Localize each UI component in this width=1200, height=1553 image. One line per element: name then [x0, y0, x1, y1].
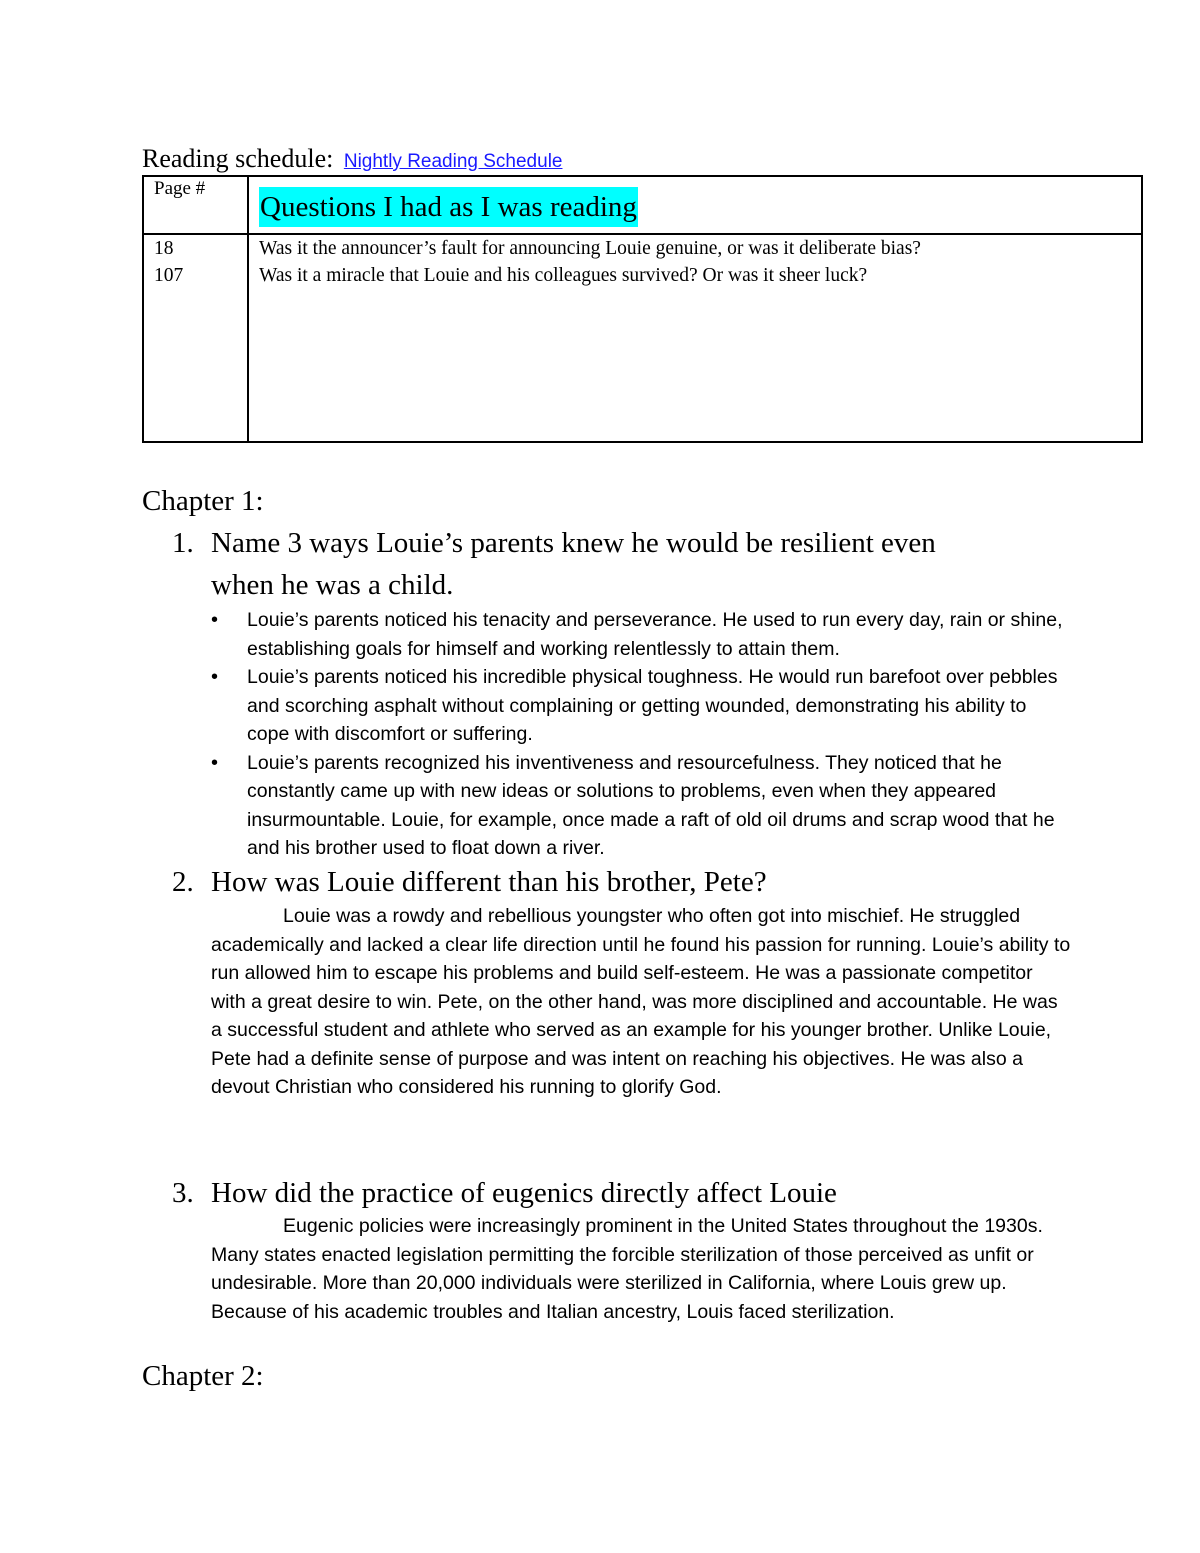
- reading-schedule-line: [142, 142, 562, 179]
- question-3-number: 3.: [172, 1177, 194, 1209]
- table-row: [143, 234, 1142, 442]
- question-1-line-2: when he was a child.: [211, 569, 454, 601]
- question-1-line-1: Name 3 ways Louie’s parents knew he would be resilient even: [211, 527, 936, 559]
- table-header-row: [143, 176, 1142, 234]
- list-item: [211, 749, 1071, 863]
- bullet-icon: •: [211, 609, 219, 631]
- chapter-1-heading: Chapter 1:: [142, 485, 264, 517]
- question-1-bullets: [211, 606, 1071, 863]
- reading-question: Was it the announcer’s fault for announcing Louie genuine, or was it deliberate bias?: [259, 238, 921, 259]
- questions-table: [142, 175, 1143, 443]
- reading-question: Was it a miracle that Louie and his colleagues survived? Or was it sheer luck?: [259, 265, 868, 286]
- questions-header-cell: [248, 176, 1142, 234]
- reading-schedule-label: Reading schedule:: [142, 144, 334, 173]
- questions-cell: [248, 234, 1142, 442]
- nightly-reading-schedule-link[interactable]: Nightly Reading Schedule: [343, 151, 563, 172]
- bullet-icon: •: [211, 751, 219, 774]
- question-1-text: [211, 522, 1111, 606]
- bullet-text: Louie’s parents recognized his inventiveness and resourcefulness. They noticed that he constantly came up with new ideas or solutions to problems, even when they appeared insurmountable. Louie, for example, once made a raft of old oil drums and scrap wood that he and his brother used to float down a river.: [247, 751, 1055, 859]
- question-3-text: How did the practice of eugenics directly affect Louie: [211, 1177, 837, 1209]
- page-number-header: Page #: [143, 176, 248, 234]
- chapter-2-heading: Chapter 2:: [142, 1360, 264, 1392]
- question-2-text: How was Louie different than his brother, Pete?: [211, 866, 767, 898]
- bullet-icon: •: [211, 666, 219, 688]
- page-numbers-cell: [143, 234, 248, 442]
- page-number: 18: [154, 238, 174, 259]
- list-item: [211, 606, 1071, 663]
- bullet-text: Louie’s parents noticed his incredible physical toughness. He would run barefoot over pebbles and scorching asphalt without complaining or getting wounded, demonstrating his ability to cope with discomfort or suffering.: [247, 666, 1058, 745]
- bullet-text: Louie’s parents noticed his tenacity and perseverance. He used to run every day, rain or shine, establishing goals for himself and working relentlessly to attain them.: [247, 609, 1063, 660]
- list-item: [211, 663, 1071, 749]
- page-number: 107: [154, 265, 184, 286]
- questions-header: Questions I had as I was reading: [259, 187, 638, 227]
- question-2-answer: Louie was a rowdy and rebellious youngster who often got into mischief. He struggled academically and lacked a clear life direction until he found his passion for running. Louie’s ability to run allowed him to escape his problems and build self-esteem. He was a passionate competitor with a great desire to win. Pete, on the other hand, was more disciplined and accountable. He was a successful student and athlete who served as an example for his younger brother. Unlike Louie, Pete had a definite sense of purpose and was intent on reaching his objectives. He was also a devout Christian who considered his running to glorify God.: [211, 905, 1071, 1098]
- question-3-answer: Eugenic policies were increasingly prominent in the United States throughout the 1930s. Many states enacted legislation permitting the forcible sterilization of those perceived as unfit or undesirable. More than 20,000 individuals were sterilized in California, where Louis grew up. Because of his academic troubles and Italian ancestry, Louis faced sterilization.: [211, 1215, 1043, 1323]
- question-1-number: 1.: [172, 527, 194, 559]
- question-2-number: 2.: [172, 866, 194, 898]
